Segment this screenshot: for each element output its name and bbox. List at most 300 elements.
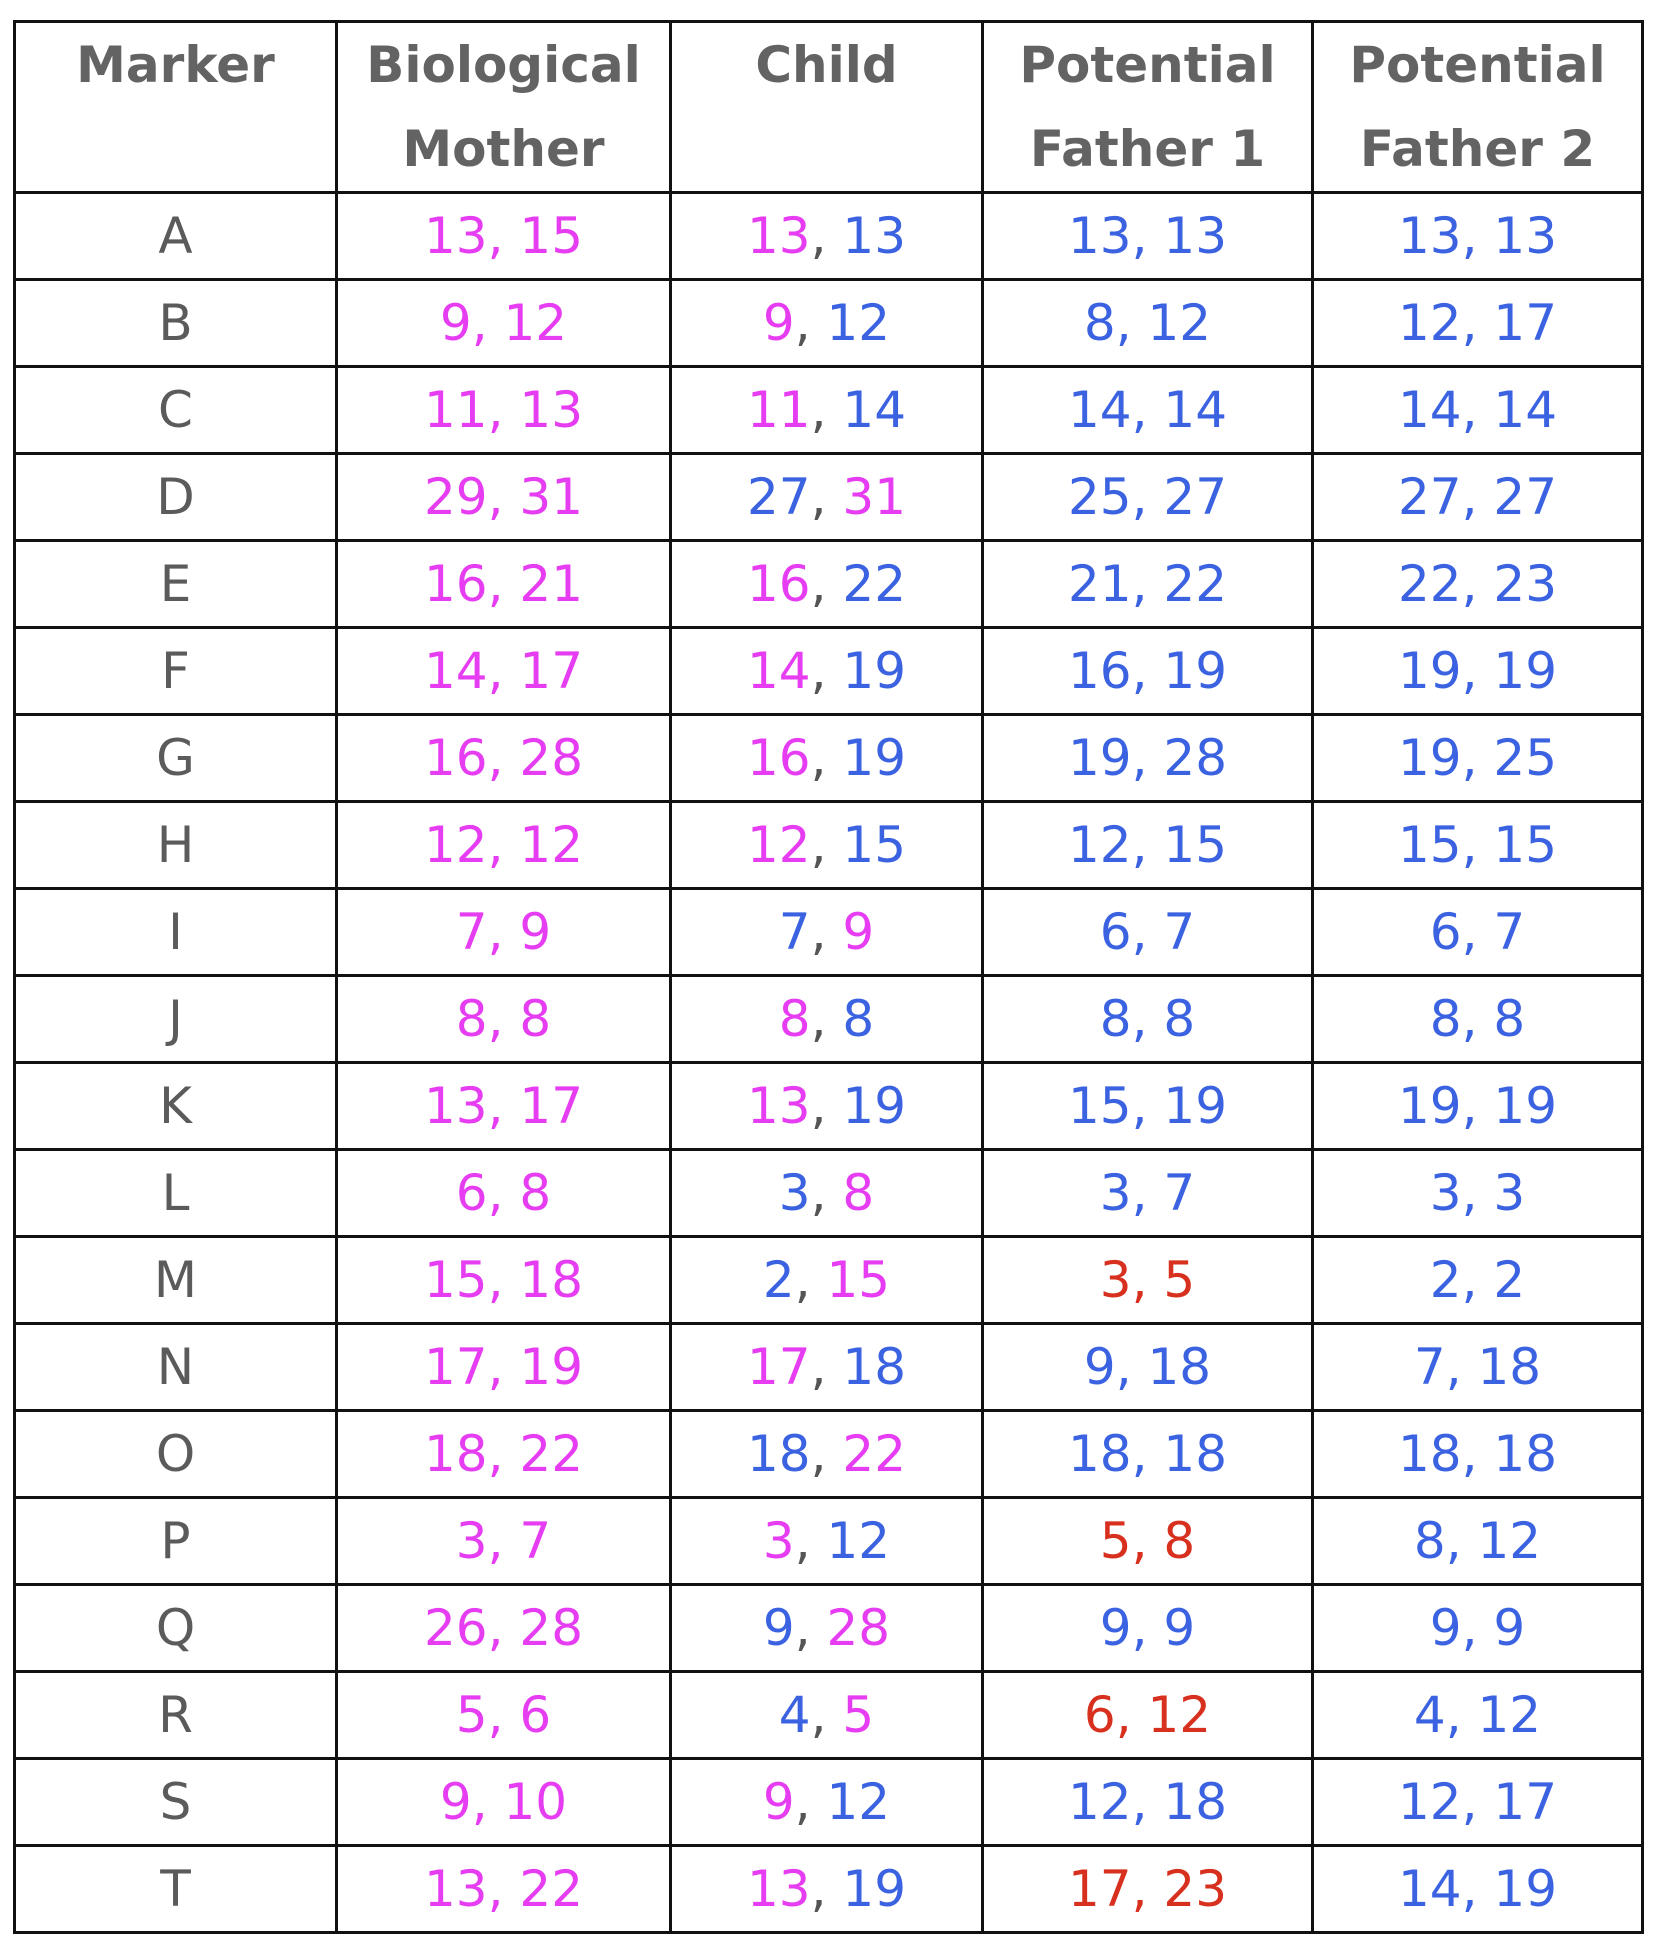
allele-separator: , bbox=[1461, 1164, 1494, 1222]
allele-1: 3 bbox=[1099, 1251, 1132, 1309]
father1-alleles-cell bbox=[983, 367, 1313, 454]
mother-alleles-cell bbox=[337, 1672, 671, 1759]
allele-2: 8 bbox=[1163, 1512, 1196, 1570]
allele-1: 16 bbox=[423, 555, 488, 613]
allele-2: 22 bbox=[519, 1860, 584, 1918]
allele-1: 3 bbox=[1429, 1164, 1462, 1222]
allele-separator: , bbox=[1131, 642, 1164, 700]
marker-cell: N bbox=[15, 1324, 337, 1411]
child-alleles-cell bbox=[671, 628, 983, 715]
marker-cell: P bbox=[15, 1498, 337, 1585]
marker-cell: K bbox=[15, 1063, 337, 1150]
father2-alleles-cell bbox=[1313, 1324, 1643, 1411]
allele-1: 14 bbox=[746, 642, 811, 700]
allele-separator: , bbox=[1461, 1599, 1494, 1657]
father2-alleles-cell bbox=[1313, 628, 1643, 715]
allele-separator: , bbox=[810, 1164, 843, 1222]
allele-separator: , bbox=[1131, 816, 1164, 874]
allele-2: 19 bbox=[1493, 1860, 1558, 1918]
table-row bbox=[15, 1411, 1643, 1498]
header-father2 bbox=[1313, 22, 1643, 193]
allele-2: 19 bbox=[842, 729, 907, 787]
allele-2: 15 bbox=[519, 207, 584, 265]
allele-2: 8 bbox=[1493, 990, 1526, 1048]
allele-2: 18 bbox=[1147, 1338, 1212, 1396]
allele-separator: , bbox=[471, 294, 504, 352]
mother-alleles-cell bbox=[337, 193, 671, 280]
father1-alleles-cell bbox=[983, 1672, 1313, 1759]
allele-separator: , bbox=[810, 1686, 843, 1744]
allele-2: 8 bbox=[519, 990, 552, 1048]
child-alleles-cell bbox=[671, 1411, 983, 1498]
child-alleles-cell bbox=[671, 715, 983, 802]
allele-separator: , bbox=[1461, 1077, 1494, 1135]
allele-separator: , bbox=[487, 990, 520, 1048]
mother-alleles-cell bbox=[337, 1237, 671, 1324]
allele-2: 17 bbox=[519, 1077, 584, 1135]
allele-2: 9 bbox=[842, 903, 875, 961]
mother-alleles-cell bbox=[337, 454, 671, 541]
allele-separator: , bbox=[487, 642, 520, 700]
allele-2: 28 bbox=[519, 1599, 584, 1657]
child-alleles-cell bbox=[671, 1672, 983, 1759]
allele-2: 19 bbox=[1493, 1077, 1558, 1135]
father2-alleles-cell bbox=[1313, 802, 1643, 889]
allele-1: 12 bbox=[1067, 816, 1132, 874]
marker-cell: O bbox=[15, 1411, 337, 1498]
allele-separator: , bbox=[1131, 1077, 1164, 1135]
allele-2: 12 bbox=[1477, 1686, 1542, 1744]
allele-separator: , bbox=[1461, 555, 1494, 613]
allele-2: 9 bbox=[519, 903, 552, 961]
father1-alleles-cell bbox=[983, 1759, 1313, 1846]
allele-2: 18 bbox=[1493, 1425, 1558, 1483]
allele-separator: , bbox=[1131, 381, 1164, 439]
father1-alleles-cell bbox=[983, 889, 1313, 976]
allele-1: 9 bbox=[439, 294, 472, 352]
allele-separator: , bbox=[1461, 468, 1494, 526]
father1-alleles-cell bbox=[983, 193, 1313, 280]
child-alleles-cell bbox=[671, 193, 983, 280]
table-row bbox=[15, 367, 1643, 454]
mother-alleles-cell bbox=[337, 1411, 671, 1498]
table-body bbox=[15, 193, 1643, 1933]
paternity-table-container bbox=[13, 20, 1644, 1934]
allele-separator: , bbox=[1461, 642, 1494, 700]
father1-alleles-cell bbox=[983, 541, 1313, 628]
allele-1: 7 bbox=[778, 903, 811, 961]
allele-1: 8 bbox=[1429, 990, 1462, 1048]
allele-2: 5 bbox=[842, 1686, 875, 1744]
allele-separator: , bbox=[1115, 1338, 1148, 1396]
allele-separator: , bbox=[1131, 1251, 1164, 1309]
allele-1: 13 bbox=[423, 207, 488, 265]
allele-2: 19 bbox=[842, 1077, 907, 1135]
allele-separator: , bbox=[1131, 1512, 1164, 1570]
allele-2: 12 bbox=[826, 294, 891, 352]
allele-separator: , bbox=[810, 642, 843, 700]
allele-separator: , bbox=[1445, 1686, 1478, 1744]
allele-1: 4 bbox=[1413, 1686, 1446, 1744]
father1-alleles-cell bbox=[983, 1411, 1313, 1498]
allele-separator: , bbox=[1131, 729, 1164, 787]
allele-1: 14 bbox=[423, 642, 488, 700]
allele-1: 3 bbox=[778, 1164, 811, 1222]
marker-cell: T bbox=[15, 1846, 337, 1933]
allele-separator: , bbox=[1445, 1512, 1478, 1570]
allele-1: 16 bbox=[423, 729, 488, 787]
allele-2: 8 bbox=[842, 990, 875, 1048]
allele-separator: , bbox=[487, 729, 520, 787]
allele-separator: , bbox=[1131, 1599, 1164, 1657]
father1-alleles-cell bbox=[983, 715, 1313, 802]
father1-alleles-cell bbox=[983, 1324, 1313, 1411]
allele-2: 14 bbox=[842, 381, 907, 439]
table-row bbox=[15, 1759, 1643, 1846]
header-marker bbox=[15, 22, 337, 193]
allele-1: 8 bbox=[778, 990, 811, 1048]
allele-separator: , bbox=[810, 207, 843, 265]
header-father1-line1: Potential bbox=[1019, 36, 1276, 94]
marker-cell: F bbox=[15, 628, 337, 715]
allele-separator: , bbox=[1131, 1773, 1164, 1831]
allele-1: 8 bbox=[455, 990, 488, 1048]
allele-separator: , bbox=[810, 729, 843, 787]
father2-alleles-cell bbox=[1313, 1150, 1643, 1237]
allele-2: 17 bbox=[519, 642, 584, 700]
allele-1: 4 bbox=[778, 1686, 811, 1744]
allele-1: 17 bbox=[423, 1338, 488, 1396]
allele-2: 15 bbox=[1163, 816, 1228, 874]
allele-2: 13 bbox=[1493, 207, 1558, 265]
allele-2: 23 bbox=[1493, 555, 1558, 613]
allele-1: 18 bbox=[746, 1425, 811, 1483]
allele-separator: , bbox=[487, 381, 520, 439]
allele-1: 9 bbox=[762, 294, 795, 352]
father2-alleles-cell bbox=[1313, 541, 1643, 628]
allele-1: 7 bbox=[1413, 1338, 1446, 1396]
allele-separator: , bbox=[794, 294, 827, 352]
allele-1: 17 bbox=[746, 1338, 811, 1396]
allele-2: 8 bbox=[519, 1164, 552, 1222]
allele-2: 3 bbox=[1493, 1164, 1526, 1222]
father2-alleles-cell bbox=[1313, 1411, 1643, 1498]
allele-2: 12 bbox=[503, 294, 568, 352]
allele-2: 22 bbox=[519, 1425, 584, 1483]
header-child bbox=[671, 22, 983, 193]
allele-1: 6 bbox=[1083, 1686, 1116, 1744]
child-alleles-cell bbox=[671, 1759, 983, 1846]
child-alleles-cell bbox=[671, 1585, 983, 1672]
allele-separator: , bbox=[1461, 294, 1494, 352]
table-row bbox=[15, 715, 1643, 802]
allele-separator: , bbox=[1461, 729, 1494, 787]
allele-1: 25 bbox=[1067, 468, 1132, 526]
mother-alleles-cell bbox=[337, 541, 671, 628]
allele-separator: , bbox=[1131, 1860, 1164, 1918]
allele-1: 9 bbox=[1083, 1338, 1116, 1396]
header-mother-line2: Mother bbox=[402, 120, 605, 178]
child-alleles-cell bbox=[671, 889, 983, 976]
father2-alleles-cell bbox=[1313, 280, 1643, 367]
marker-cell: E bbox=[15, 541, 337, 628]
father1-alleles-cell bbox=[983, 1237, 1313, 1324]
allele-2: 22 bbox=[1163, 555, 1228, 613]
allele-2: 2 bbox=[1493, 1251, 1526, 1309]
child-alleles-cell bbox=[671, 454, 983, 541]
marker-cell: D bbox=[15, 454, 337, 541]
mother-alleles-cell bbox=[337, 802, 671, 889]
allele-1: 9 bbox=[762, 1773, 795, 1831]
mother-alleles-cell bbox=[337, 1063, 671, 1150]
allele-1: 13 bbox=[1397, 207, 1462, 265]
allele-separator: , bbox=[487, 903, 520, 961]
allele-separator: , bbox=[1461, 990, 1494, 1048]
mother-alleles-cell bbox=[337, 280, 671, 367]
allele-separator: , bbox=[810, 816, 843, 874]
header-father1-line2: Father 1 bbox=[1029, 120, 1266, 178]
marker-cell: C bbox=[15, 367, 337, 454]
header-mother bbox=[337, 22, 671, 193]
allele-1: 13 bbox=[746, 1077, 811, 1135]
allele-2: 12 bbox=[519, 816, 584, 874]
allele-2: 27 bbox=[1493, 468, 1558, 526]
allele-1: 15 bbox=[1397, 816, 1462, 874]
allele-separator: , bbox=[1131, 903, 1164, 961]
allele-separator: , bbox=[794, 1512, 827, 1570]
allele-1: 14 bbox=[1067, 381, 1132, 439]
father1-alleles-cell bbox=[983, 976, 1313, 1063]
mother-alleles-cell bbox=[337, 367, 671, 454]
father1-alleles-cell bbox=[983, 1150, 1313, 1237]
father2-alleles-cell bbox=[1313, 1498, 1643, 1585]
child-alleles-cell bbox=[671, 802, 983, 889]
allele-1: 12 bbox=[746, 816, 811, 874]
allele-2: 12 bbox=[826, 1773, 891, 1831]
allele-separator: , bbox=[1461, 903, 1494, 961]
allele-1: 6 bbox=[455, 1164, 488, 1222]
allele-1: 3 bbox=[762, 1512, 795, 1570]
allele-2: 19 bbox=[1493, 642, 1558, 700]
header-child-line1: Child bbox=[755, 36, 898, 94]
marker-cell: Q bbox=[15, 1585, 337, 1672]
child-alleles-cell bbox=[671, 1150, 983, 1237]
allele-1: 12 bbox=[1397, 1773, 1462, 1831]
allele-2: 25 bbox=[1493, 729, 1558, 787]
allele-separator: , bbox=[487, 207, 520, 265]
table-row bbox=[15, 628, 1643, 715]
father2-alleles-cell bbox=[1313, 1237, 1643, 1324]
allele-1: 9 bbox=[1099, 1599, 1132, 1657]
allele-2: 23 bbox=[1163, 1860, 1228, 1918]
allele-separator: , bbox=[810, 1860, 843, 1918]
table-row bbox=[15, 193, 1643, 280]
father2-alleles-cell bbox=[1313, 454, 1643, 541]
father2-alleles-cell bbox=[1313, 193, 1643, 280]
allele-separator: , bbox=[810, 903, 843, 961]
allele-2: 8 bbox=[1163, 990, 1196, 1048]
allele-separator: , bbox=[487, 1599, 520, 1657]
marker-cell: L bbox=[15, 1150, 337, 1237]
allele-2: 15 bbox=[1493, 816, 1558, 874]
allele-1: 16 bbox=[746, 555, 811, 613]
father2-alleles-cell bbox=[1313, 1063, 1643, 1150]
father2-alleles-cell bbox=[1313, 1585, 1643, 1672]
allele-2: 7 bbox=[519, 1512, 552, 1570]
allele-2: 21 bbox=[519, 555, 584, 613]
allele-1: 13 bbox=[746, 1860, 811, 1918]
allele-2: 28 bbox=[519, 729, 584, 787]
child-alleles-cell bbox=[671, 1063, 983, 1150]
allele-1: 16 bbox=[1067, 642, 1132, 700]
allele-1: 13 bbox=[1067, 207, 1132, 265]
allele-1: 18 bbox=[1397, 1425, 1462, 1483]
allele-1: 18 bbox=[1067, 1425, 1132, 1483]
child-alleles-cell bbox=[671, 367, 983, 454]
mother-alleles-cell bbox=[337, 1150, 671, 1237]
allele-separator: , bbox=[487, 1077, 520, 1135]
allele-2: 12 bbox=[826, 1512, 891, 1570]
allele-1: 19 bbox=[1397, 729, 1462, 787]
child-alleles-cell bbox=[671, 541, 983, 628]
allele-separator: , bbox=[487, 1338, 520, 1396]
allele-1: 6 bbox=[1429, 903, 1462, 961]
allele-separator: , bbox=[1131, 1164, 1164, 1222]
allele-2: 9 bbox=[1163, 1599, 1196, 1657]
child-alleles-cell bbox=[671, 1846, 983, 1933]
father2-alleles-cell bbox=[1313, 889, 1643, 976]
allele-2: 18 bbox=[842, 1338, 907, 1396]
mother-alleles-cell bbox=[337, 1585, 671, 1672]
allele-2: 28 bbox=[826, 1599, 891, 1657]
allele-1: 14 bbox=[1397, 381, 1462, 439]
allele-1: 8 bbox=[1413, 1512, 1446, 1570]
table-row bbox=[15, 1585, 1643, 1672]
allele-separator: , bbox=[794, 1599, 827, 1657]
allele-separator: , bbox=[487, 1164, 520, 1222]
allele-separator: , bbox=[487, 816, 520, 874]
allele-1: 26 bbox=[423, 1599, 488, 1657]
allele-2: 22 bbox=[842, 1425, 907, 1483]
mother-alleles-cell bbox=[337, 1846, 671, 1933]
allele-separator: , bbox=[1131, 468, 1164, 526]
allele-1: 29 bbox=[423, 468, 488, 526]
allele-1: 14 bbox=[1397, 1860, 1462, 1918]
allele-2: 6 bbox=[519, 1686, 552, 1744]
father1-alleles-cell bbox=[983, 1063, 1313, 1150]
allele-1: 13 bbox=[423, 1077, 488, 1135]
allele-1: 27 bbox=[746, 468, 811, 526]
father1-alleles-cell bbox=[983, 802, 1313, 889]
mother-alleles-cell bbox=[337, 715, 671, 802]
allele-separator: , bbox=[1131, 990, 1164, 1048]
allele-separator: , bbox=[1115, 1686, 1148, 1744]
child-alleles-cell bbox=[671, 1324, 983, 1411]
allele-2: 17 bbox=[1493, 1773, 1558, 1831]
father2-alleles-cell bbox=[1313, 715, 1643, 802]
allele-2: 17 bbox=[1493, 294, 1558, 352]
allele-separator: , bbox=[487, 555, 520, 613]
allele-2: 12 bbox=[1147, 294, 1212, 352]
allele-1: 2 bbox=[762, 1251, 795, 1309]
header-marker-line1: Marker bbox=[76, 36, 275, 94]
mother-alleles-cell bbox=[337, 1759, 671, 1846]
allele-separator: , bbox=[1131, 555, 1164, 613]
table-row bbox=[15, 280, 1643, 367]
allele-2: 12 bbox=[1147, 1686, 1212, 1744]
allele-2: 19 bbox=[842, 642, 907, 700]
paternity-table bbox=[13, 20, 1644, 1934]
allele-2: 19 bbox=[842, 1860, 907, 1918]
allele-separator: , bbox=[810, 1077, 843, 1135]
allele-separator: , bbox=[1461, 1251, 1494, 1309]
allele-1: 15 bbox=[423, 1251, 488, 1309]
allele-1: 8 bbox=[1099, 990, 1132, 1048]
marker-cell: J bbox=[15, 976, 337, 1063]
table-row bbox=[15, 802, 1643, 889]
allele-separator: , bbox=[794, 1773, 827, 1831]
allele-2: 27 bbox=[1163, 468, 1228, 526]
allele-separator: , bbox=[487, 1425, 520, 1483]
allele-2: 18 bbox=[1477, 1338, 1542, 1396]
allele-2: 12 bbox=[1477, 1512, 1542, 1570]
allele-2: 22 bbox=[842, 555, 907, 613]
allele-2: 10 bbox=[503, 1773, 568, 1831]
allele-separator: , bbox=[487, 1512, 520, 1570]
allele-separator: , bbox=[487, 468, 520, 526]
father2-alleles-cell bbox=[1313, 976, 1643, 1063]
allele-separator: , bbox=[794, 1251, 827, 1309]
table-row bbox=[15, 1324, 1643, 1411]
allele-separator: , bbox=[1461, 381, 1494, 439]
allele-2: 13 bbox=[519, 381, 584, 439]
allele-1: 19 bbox=[1397, 642, 1462, 700]
allele-separator: , bbox=[1461, 1773, 1494, 1831]
table-row bbox=[15, 1150, 1643, 1237]
allele-separator: , bbox=[1131, 207, 1164, 265]
allele-2: 19 bbox=[1163, 1077, 1228, 1135]
allele-1: 11 bbox=[423, 381, 488, 439]
header-mother-line1: Biological bbox=[366, 36, 641, 94]
table-row bbox=[15, 454, 1643, 541]
child-alleles-cell bbox=[671, 280, 983, 367]
header-father2-line2: Father 2 bbox=[1359, 120, 1596, 178]
allele-separator: , bbox=[810, 990, 843, 1048]
table-row bbox=[15, 1237, 1643, 1324]
allele-1: 16 bbox=[746, 729, 811, 787]
marker-cell: M bbox=[15, 1237, 337, 1324]
allele-separator: , bbox=[1115, 294, 1148, 352]
father1-alleles-cell bbox=[983, 280, 1313, 367]
allele-1: 12 bbox=[1067, 1773, 1132, 1831]
allele-1: 13 bbox=[423, 1860, 488, 1918]
child-alleles-cell bbox=[671, 976, 983, 1063]
allele-separator: , bbox=[487, 1860, 520, 1918]
allele-separator: , bbox=[1445, 1338, 1478, 1396]
allele-2: 18 bbox=[1163, 1425, 1228, 1483]
table-row bbox=[15, 976, 1643, 1063]
allele-2: 5 bbox=[1163, 1251, 1196, 1309]
allele-1: 27 bbox=[1397, 468, 1462, 526]
marker-cell: G bbox=[15, 715, 337, 802]
allele-1: 3 bbox=[1099, 1164, 1132, 1222]
allele-2: 28 bbox=[1163, 729, 1228, 787]
allele-separator: , bbox=[810, 381, 843, 439]
allele-1: 21 bbox=[1067, 555, 1132, 613]
allele-separator: , bbox=[1461, 1425, 1494, 1483]
allele-1: 22 bbox=[1397, 555, 1462, 613]
header-father1 bbox=[983, 22, 1313, 193]
